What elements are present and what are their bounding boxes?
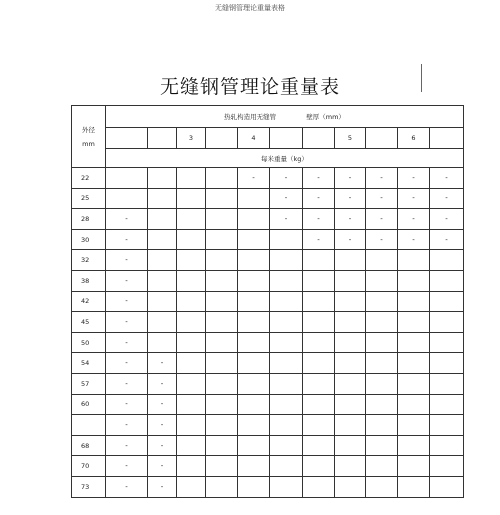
weight-cell bbox=[238, 270, 270, 291]
weight-cell bbox=[303, 373, 335, 394]
weight-cell bbox=[398, 332, 430, 353]
weight-cell bbox=[206, 250, 238, 271]
header-row-1 bbox=[72, 106, 464, 128]
weight-cell bbox=[270, 332, 303, 353]
weight-cell: - bbox=[106, 435, 148, 456]
weight-cell: - bbox=[430, 168, 464, 189]
weight-cell: - bbox=[106, 270, 148, 291]
outer-diameter-cell: 25 bbox=[72, 188, 106, 209]
outer-diameter-header bbox=[72, 106, 106, 168]
table-row bbox=[72, 250, 464, 271]
weight-cell: - bbox=[335, 229, 366, 250]
weight-cell bbox=[366, 415, 398, 436]
document-title: 无缝钢管理论重量表 bbox=[159, 76, 340, 98]
weight-cell bbox=[303, 332, 335, 353]
weight-cell bbox=[206, 353, 238, 374]
unit-weight-label: 每米重量（kg） bbox=[106, 149, 464, 168]
weight-cell: - bbox=[106, 476, 148, 497]
weight-cell: - bbox=[148, 476, 177, 497]
weight-cell bbox=[303, 312, 335, 333]
weight-cell bbox=[177, 415, 206, 436]
weight-cell bbox=[177, 435, 206, 456]
weight-cell bbox=[206, 373, 238, 394]
weight-cell bbox=[206, 312, 238, 333]
weight-cell bbox=[335, 250, 366, 271]
weight-cell bbox=[430, 270, 464, 291]
table-row bbox=[72, 456, 464, 477]
outer-diameter-cell: 22 bbox=[72, 168, 106, 189]
weight-cell: - bbox=[106, 209, 148, 230]
weight-cell bbox=[206, 270, 238, 291]
weight-cell bbox=[398, 394, 430, 415]
pipe-type-header bbox=[106, 106, 464, 128]
weight-cell bbox=[366, 291, 398, 312]
weight-cell bbox=[177, 188, 206, 209]
weight-cell bbox=[238, 456, 270, 477]
weight-cell bbox=[238, 209, 270, 230]
weight-cell bbox=[398, 291, 430, 312]
margin-rule bbox=[421, 64, 422, 92]
table-row bbox=[72, 291, 464, 312]
table-row bbox=[72, 188, 464, 209]
weight-cell bbox=[177, 270, 206, 291]
weight-cell: - bbox=[148, 394, 177, 415]
weight-cell bbox=[177, 209, 206, 230]
weight-cell bbox=[270, 250, 303, 271]
weight-cell bbox=[238, 291, 270, 312]
table-row bbox=[72, 270, 464, 291]
weight-cell bbox=[148, 270, 177, 291]
weight-cell bbox=[206, 435, 238, 456]
weight-cell: - bbox=[398, 229, 430, 250]
weight-cell bbox=[148, 332, 177, 353]
weight-cell: - bbox=[398, 188, 430, 209]
weight-cell: - bbox=[430, 229, 464, 250]
weight-cell: - bbox=[366, 229, 398, 250]
weight-cell bbox=[430, 250, 464, 271]
weight-cell bbox=[335, 312, 366, 333]
weight-cell bbox=[366, 435, 398, 456]
weight-cell bbox=[335, 291, 366, 312]
weight-cell bbox=[398, 270, 430, 291]
weight-cell bbox=[303, 456, 335, 477]
weight-cell bbox=[148, 291, 177, 312]
thickness-5: 5 bbox=[335, 128, 366, 149]
weight-cell bbox=[177, 250, 206, 271]
weight-cell bbox=[430, 312, 464, 333]
weight-cell bbox=[398, 435, 430, 456]
weight-cell: - bbox=[366, 209, 398, 230]
table-row bbox=[72, 476, 464, 497]
weight-cell bbox=[335, 435, 366, 456]
weight-cell bbox=[148, 312, 177, 333]
weight-cell bbox=[430, 291, 464, 312]
weight-cell bbox=[398, 456, 430, 477]
weight-cell bbox=[177, 332, 206, 353]
weight-cell: - bbox=[106, 373, 148, 394]
weight-cell: - bbox=[430, 209, 464, 230]
weight-cell bbox=[270, 312, 303, 333]
weight-cell: - bbox=[303, 209, 335, 230]
weight-cell bbox=[148, 209, 177, 230]
weight-cell bbox=[430, 476, 464, 497]
weight-cell bbox=[398, 250, 430, 271]
outer-diameter-cell: 50 bbox=[72, 332, 106, 353]
weight-cell: - bbox=[106, 312, 148, 333]
weight-cell bbox=[206, 168, 238, 189]
weight-cell: - bbox=[148, 415, 177, 436]
weight-cell bbox=[270, 373, 303, 394]
weight-cell bbox=[148, 229, 177, 250]
weight-cell bbox=[366, 312, 398, 333]
outer-diameter-cell: 70 bbox=[72, 456, 106, 477]
weight-cell bbox=[366, 476, 398, 497]
weight-cell: - bbox=[106, 394, 148, 415]
weight-cell bbox=[206, 415, 238, 436]
weight-cell bbox=[335, 415, 366, 436]
outer-diameter-cell: 60 bbox=[72, 394, 106, 415]
table-row bbox=[72, 229, 464, 250]
table-row bbox=[72, 435, 464, 456]
weight-cell: - bbox=[148, 435, 177, 456]
weight-cell bbox=[238, 332, 270, 353]
weight-cell bbox=[206, 229, 238, 250]
table-row bbox=[72, 168, 464, 189]
table-row bbox=[72, 373, 464, 394]
weight-cell: - bbox=[106, 250, 148, 271]
weight-cell: - bbox=[238, 168, 270, 189]
weight-cell bbox=[238, 250, 270, 271]
weight-cell bbox=[430, 394, 464, 415]
weight-cell bbox=[177, 168, 206, 189]
weight-cell: - bbox=[106, 229, 148, 250]
weight-cell bbox=[303, 291, 335, 312]
weight-cell bbox=[303, 250, 335, 271]
weight-cell: - bbox=[148, 373, 177, 394]
weight-cell bbox=[148, 250, 177, 271]
weight-cell bbox=[206, 456, 238, 477]
outer-diameter-cell: 32 bbox=[72, 250, 106, 271]
table-row bbox=[72, 415, 464, 436]
weight-cell: - bbox=[106, 332, 148, 353]
thickness-row bbox=[72, 128, 464, 149]
weight-cell: - bbox=[106, 291, 148, 312]
weight-cell bbox=[238, 188, 270, 209]
weight-cell bbox=[335, 332, 366, 353]
weight-cell: - bbox=[303, 168, 335, 189]
weight-cell bbox=[177, 394, 206, 415]
weight-cell bbox=[238, 435, 270, 456]
weight-cell bbox=[270, 270, 303, 291]
weight-cell bbox=[238, 394, 270, 415]
weight-cell bbox=[206, 209, 238, 230]
weight-cell bbox=[398, 312, 430, 333]
table-row bbox=[72, 312, 464, 333]
weight-cell bbox=[106, 168, 148, 189]
weight-cell bbox=[398, 415, 430, 436]
thickness-4: 4 bbox=[238, 128, 270, 149]
weight-cell bbox=[177, 476, 206, 497]
weight-cell: - bbox=[106, 415, 148, 436]
weight-cell bbox=[238, 353, 270, 374]
weight-cell bbox=[366, 250, 398, 271]
outer-diameter-cell: 73 bbox=[72, 476, 106, 497]
weight-cell: - bbox=[366, 168, 398, 189]
table-row bbox=[72, 209, 464, 230]
weight-cell bbox=[270, 394, 303, 415]
weight-cell bbox=[430, 456, 464, 477]
thickness-3: 3 bbox=[177, 128, 206, 149]
weight-cell: - bbox=[335, 188, 366, 209]
weight-cell bbox=[206, 394, 238, 415]
weight-cell: - bbox=[106, 353, 148, 374]
weight-table bbox=[71, 105, 464, 498]
weight-cell bbox=[177, 312, 206, 333]
outer-diameter-cell: 30 bbox=[72, 229, 106, 250]
weight-cell bbox=[270, 435, 303, 456]
weight-cell bbox=[335, 476, 366, 497]
od-label-line2: mm bbox=[82, 139, 95, 148]
weight-cell bbox=[430, 415, 464, 436]
weight-cell bbox=[270, 291, 303, 312]
weight-cell bbox=[366, 332, 398, 353]
outer-diameter-cell: 57 bbox=[72, 373, 106, 394]
outer-diameter-cell: 42 bbox=[72, 291, 106, 312]
weight-cell bbox=[238, 312, 270, 333]
weight-cell bbox=[206, 476, 238, 497]
running-head: 无缝钢管理论重量表格 bbox=[215, 4, 285, 12]
weight-cell bbox=[238, 415, 270, 436]
weight-cell bbox=[303, 435, 335, 456]
weight-cell bbox=[303, 476, 335, 497]
pipe-type-label: 热轧构造用无缝管 bbox=[224, 113, 277, 121]
od-label-line1: 外径 bbox=[82, 125, 95, 134]
weight-cell: - bbox=[106, 456, 148, 477]
table-row bbox=[72, 332, 464, 353]
weight-cell bbox=[303, 394, 335, 415]
weight-cell bbox=[366, 270, 398, 291]
weight-cell bbox=[238, 229, 270, 250]
weight-cell bbox=[303, 415, 335, 436]
weight-cell bbox=[270, 353, 303, 374]
weight-cell: - bbox=[398, 168, 430, 189]
weight-cell bbox=[398, 353, 430, 374]
weight-cell bbox=[398, 373, 430, 394]
outer-diameter-cell: 68 bbox=[72, 435, 106, 456]
weight-cell bbox=[270, 415, 303, 436]
weight-cell bbox=[430, 353, 464, 374]
table-row bbox=[72, 394, 464, 415]
weight-cell: - bbox=[303, 229, 335, 250]
outer-diameter-cell: 45 bbox=[72, 312, 106, 333]
weight-cell: - bbox=[303, 188, 335, 209]
weight-cell bbox=[206, 332, 238, 353]
thickness-6: 6 bbox=[398, 128, 430, 149]
weight-cell: - bbox=[148, 353, 177, 374]
table-row bbox=[72, 353, 464, 374]
weight-cell bbox=[148, 168, 177, 189]
weight-cell bbox=[366, 373, 398, 394]
weight-cell bbox=[238, 476, 270, 497]
weight-cell bbox=[335, 373, 366, 394]
weight-cell bbox=[206, 188, 238, 209]
weight-cell bbox=[366, 353, 398, 374]
weight-cell bbox=[366, 456, 398, 477]
weight-cell bbox=[177, 353, 206, 374]
weight-cell bbox=[177, 291, 206, 312]
weight-cell bbox=[270, 476, 303, 497]
unit-weight-row bbox=[72, 149, 464, 168]
outer-diameter-cell bbox=[72, 415, 106, 436]
weight-cell: - bbox=[398, 209, 430, 230]
outer-diameter-cell: 38 bbox=[72, 270, 106, 291]
weight-cell bbox=[430, 373, 464, 394]
weight-cell bbox=[335, 353, 366, 374]
weight-cell bbox=[177, 373, 206, 394]
weight-cell bbox=[335, 394, 366, 415]
outer-diameter-cell: 54 bbox=[72, 353, 106, 374]
weight-cell bbox=[366, 394, 398, 415]
weight-cell bbox=[270, 456, 303, 477]
weight-cell: - bbox=[430, 188, 464, 209]
wall-thickness-label: 壁厚（mm） bbox=[306, 113, 345, 121]
weight-cell bbox=[398, 476, 430, 497]
weight-cell bbox=[335, 456, 366, 477]
weight-cell bbox=[303, 270, 335, 291]
weight-cell: - bbox=[270, 168, 303, 189]
weight-cell bbox=[430, 435, 464, 456]
weight-cell: - bbox=[270, 188, 303, 209]
weight-cell bbox=[148, 188, 177, 209]
weight-cell bbox=[177, 229, 206, 250]
weight-cell: - bbox=[270, 209, 303, 230]
weight-cell: - bbox=[335, 209, 366, 230]
weight-cell bbox=[335, 270, 366, 291]
outer-diameter-cell: 28 bbox=[72, 209, 106, 230]
weight-cell bbox=[270, 229, 303, 250]
weight-cell: - bbox=[148, 456, 177, 477]
weight-cell bbox=[303, 353, 335, 374]
weight-cell bbox=[106, 188, 148, 209]
weight-cell: - bbox=[366, 188, 398, 209]
weight-cell bbox=[177, 456, 206, 477]
weight-cell: - bbox=[335, 168, 366, 189]
weight-cell bbox=[206, 291, 238, 312]
weight-cell bbox=[430, 332, 464, 353]
weight-cell bbox=[238, 373, 270, 394]
